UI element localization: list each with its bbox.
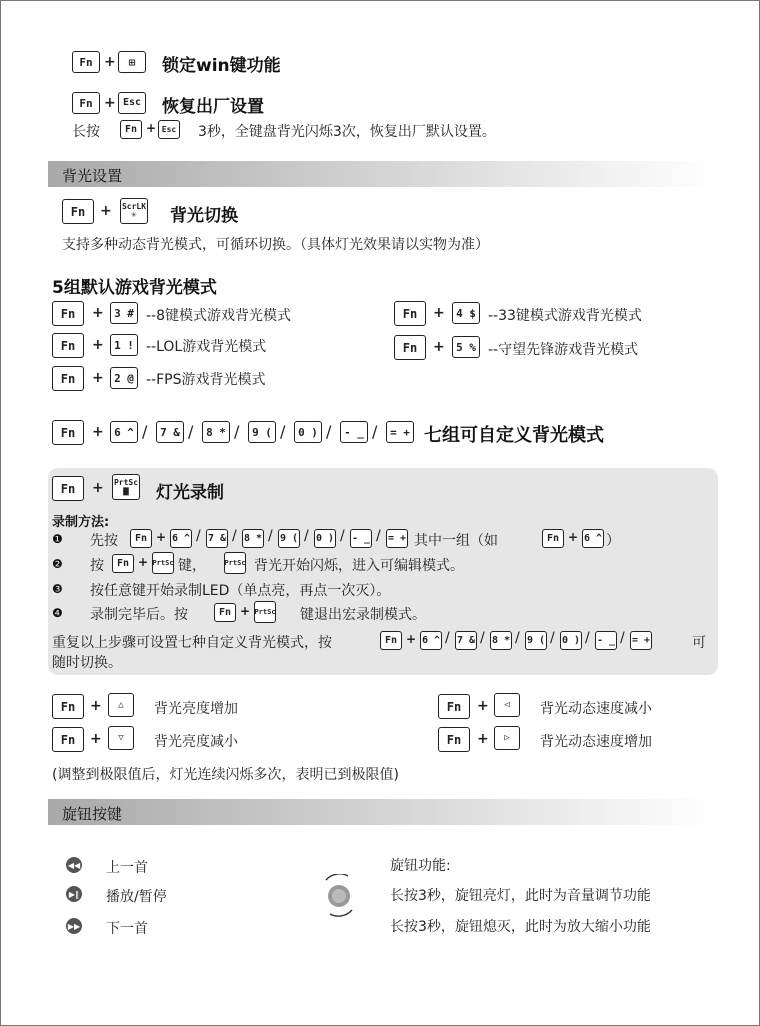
key-1: 1 ! <box>110 334 138 356</box>
prtsc-key <box>112 474 140 500</box>
brightness-down: 背光亮度减小 <box>154 734 238 750</box>
knob-func-2: 长按3秒，旋钮熄灭，此时为放大缩小功能 <box>390 919 651 935</box>
plus-sign: + <box>104 95 116 111</box>
section-knob <box>48 799 714 825</box>
next-track-label: 下一首 <box>106 921 148 937</box>
section-backlight-label: 背光设置 <box>62 167 123 185</box>
key-6: 6 ^ <box>420 631 442 650</box>
fn-key: Fn <box>72 92 100 114</box>
plus-sign: + <box>568 530 579 544</box>
slash: / <box>142 422 148 441</box>
plus-sign: + <box>156 530 167 544</box>
key-minus: - _ <box>350 529 372 548</box>
game-mode-lol: --LOL游戏背光模式 <box>146 339 267 355</box>
plus-sign: + <box>92 424 104 440</box>
reset-desc: 3秒，全键盘背光闪烁3次，恢复出厂默认设置。 <box>198 124 496 140</box>
key-8: 8 * <box>490 631 512 650</box>
step-3-text: 按任意键开始录制LED（单点亮，再点一次灭）。 <box>90 583 391 599</box>
knob-func-1: 长按3秒，旋钮亮灯，此时为音量调节功能 <box>390 888 651 904</box>
fn-key: Fn <box>52 366 84 391</box>
arrow-left-key: ◁ <box>494 693 520 717</box>
step-2-bullet: ❷ <box>52 557 63 571</box>
step-4-bullet: ❹ <box>52 606 63 620</box>
esc-key: Esc <box>158 120 180 139</box>
slash: / <box>340 528 345 544</box>
slash: / <box>550 630 555 646</box>
prtsc-key: PrtSc <box>254 601 276 623</box>
key-minus: - _ <box>340 421 368 443</box>
slash: / <box>445 630 450 646</box>
fn-key: Fn <box>120 120 142 139</box>
plus-sign: + <box>477 698 489 714</box>
record-title: 灯光录制 <box>156 483 224 503</box>
speed-down: 背光动态速度减小 <box>540 701 652 717</box>
plus-sign: + <box>477 731 489 747</box>
repeat-line2: 随时切换。 <box>52 655 122 671</box>
fn-key: Fn <box>52 694 84 719</box>
next-track-icon: ▶▶ <box>66 918 82 934</box>
fn-key: Fn <box>52 301 84 326</box>
fn-key: Fn <box>52 476 84 501</box>
plus-sign: + <box>92 370 104 386</box>
repeat-pre: 重复以上步骤可设置七种自定义背光模式，按 <box>52 635 332 651</box>
plus-sign: + <box>92 480 104 496</box>
backlight-switch-desc: 支持多种动态背光模式，可循环切换。（具体灯光效果请以实物为准） <box>62 237 489 253</box>
prtsc-key: PrtSc <box>224 552 246 574</box>
fn-key: Fn <box>52 333 84 358</box>
slash: / <box>280 422 286 441</box>
key-9: 9 ( <box>248 421 276 443</box>
win-key: ⊞ <box>118 51 146 73</box>
game-mode-fps: --FPS游戏背光模式 <box>146 372 266 388</box>
step-2-mid: 键， <box>178 558 206 574</box>
plus-sign: + <box>104 54 116 70</box>
key-5: 5 % <box>452 336 480 358</box>
key-minus: - _ <box>595 631 617 650</box>
key-6: 6 ^ <box>110 421 138 443</box>
arrow-down-key: ▽ <box>108 726 134 750</box>
game-mode-33: --33键模式游戏背光模式 <box>488 308 642 324</box>
fn-key: Fn <box>62 199 94 224</box>
plus-sign: + <box>433 305 445 321</box>
fn-key: Fn <box>214 603 236 622</box>
esc-key: Esc <box>118 92 146 114</box>
play-pause-icon: ▶‖ <box>66 886 82 902</box>
key-7: 7 & <box>156 421 184 443</box>
prev-track-label: 上一首 <box>106 860 148 876</box>
plus-sign: + <box>92 337 104 353</box>
step-3-bullet: ❸ <box>52 582 63 596</box>
section-knob-label: 旋钮按键 <box>62 805 123 823</box>
fn-key: Fn <box>380 631 402 650</box>
key-0: 0 ) <box>294 421 322 443</box>
step-1-post: 其中一组（如 <box>414 533 498 549</box>
slash: / <box>376 528 381 544</box>
slash: / <box>196 528 201 544</box>
key-9: 9 ( <box>525 631 547 650</box>
game-modes-title: 5组默认游戏背光模式 <box>52 278 217 298</box>
slash: / <box>304 528 309 544</box>
plus-sign: + <box>138 555 149 569</box>
scrlk-key <box>120 198 148 224</box>
plus-sign: + <box>92 305 104 321</box>
plus-sign: + <box>240 604 251 618</box>
previous-track-icon: ◀◀ <box>66 857 82 873</box>
key-equal: = + <box>386 421 414 443</box>
speed-up: 背光动态速度增加 <box>540 734 652 750</box>
key-equal: = + <box>630 631 652 650</box>
brightness-up: 背光亮度增加 <box>154 701 238 717</box>
fn-key: Fn <box>130 529 152 548</box>
prtsc-label: PrtSc <box>113 477 139 487</box>
play-pause-label: 播放/暂停 <box>106 889 167 905</box>
key-7: 7 & <box>206 529 228 548</box>
fn-key: Fn <box>72 51 100 73</box>
arrow-up-key: △ <box>108 693 134 717</box>
lock-win-title: 锁定win键功能 <box>162 56 281 76</box>
step-1-bullet: ❶ <box>52 532 63 546</box>
plus-sign: + <box>433 339 445 355</box>
camera-icon: ▆ <box>123 485 129 496</box>
slash: / <box>326 422 332 441</box>
fn-key: Fn <box>542 529 564 548</box>
key-0: 0 ) <box>560 631 582 650</box>
fn-key: Fn <box>394 301 426 326</box>
slash: / <box>585 630 590 646</box>
game-mode-8: --8键模式游戏背光模式 <box>146 308 292 324</box>
arrow-right-key: ▷ <box>494 726 520 750</box>
fn-key: Fn <box>394 335 426 360</box>
key-6: 6 ^ <box>582 529 604 548</box>
prtsc-key: PrtSc <box>152 552 174 574</box>
custom-modes-title: 七组可自定义背光模式 <box>424 425 604 446</box>
key-7: 7 & <box>455 631 477 650</box>
step-2-pre: 按 <box>90 558 104 574</box>
slash: / <box>620 630 625 646</box>
backlight-switch-title: 背光切换 <box>170 206 238 226</box>
fn-key: Fn <box>438 694 470 719</box>
step-4-pre: 录制完毕后。按 <box>90 607 188 623</box>
record-method: 录制方法: <box>52 515 110 530</box>
key-equal: = + <box>386 529 408 548</box>
fn-key: Fn <box>112 554 134 573</box>
knob-func-title: 旋钮功能: <box>390 858 451 874</box>
key-9: 9 ( <box>278 529 300 548</box>
slash: / <box>372 422 378 441</box>
scrlk-label: ScrLK <box>121 201 147 211</box>
key-2: 2 @ <box>110 367 138 389</box>
knob-icon <box>318 874 360 918</box>
step-1-end: ） <box>606 533 620 549</box>
fn-key: Fn <box>52 727 84 752</box>
plus-sign: + <box>90 698 102 714</box>
key-8: 8 * <box>242 529 264 548</box>
key-4: 4 $ <box>452 302 480 324</box>
slash: / <box>234 422 240 441</box>
sun-icon: ✳ <box>131 209 137 220</box>
reset-title: 恢复出厂设置 <box>162 97 264 117</box>
slash: / <box>515 630 520 646</box>
slash: / <box>232 528 237 544</box>
game-mode-overwatch: --守望先锋游戏背光模式 <box>488 342 639 358</box>
fn-key: Fn <box>438 727 470 752</box>
plus-sign: + <box>100 203 112 219</box>
plus-sign: + <box>90 731 102 747</box>
key-6: 6 ^ <box>170 529 192 548</box>
step-4-post: 键退出宏录制模式。 <box>300 607 426 623</box>
slash: / <box>480 630 485 646</box>
fn-key: Fn <box>52 420 84 445</box>
step-2-post: 背光开始闪烁，进入可编辑模式。 <box>254 558 464 574</box>
plus-sign: + <box>406 632 417 646</box>
key-3: 3 # <box>110 302 138 324</box>
plus-sign: + <box>146 121 157 135</box>
reset-pre: 长按 <box>72 124 100 140</box>
key-0: 0 ) <box>314 529 336 548</box>
key-8: 8 * <box>202 421 230 443</box>
slash: / <box>268 528 273 544</box>
brightness-note: (调整到极限值后，灯光连续闪烁多次，表明已到极限值) <box>52 767 399 783</box>
step-1-pre: 先按 <box>90 533 118 549</box>
section-backlight <box>48 161 714 187</box>
repeat-post: 可 <box>692 635 706 651</box>
slash: / <box>188 422 194 441</box>
